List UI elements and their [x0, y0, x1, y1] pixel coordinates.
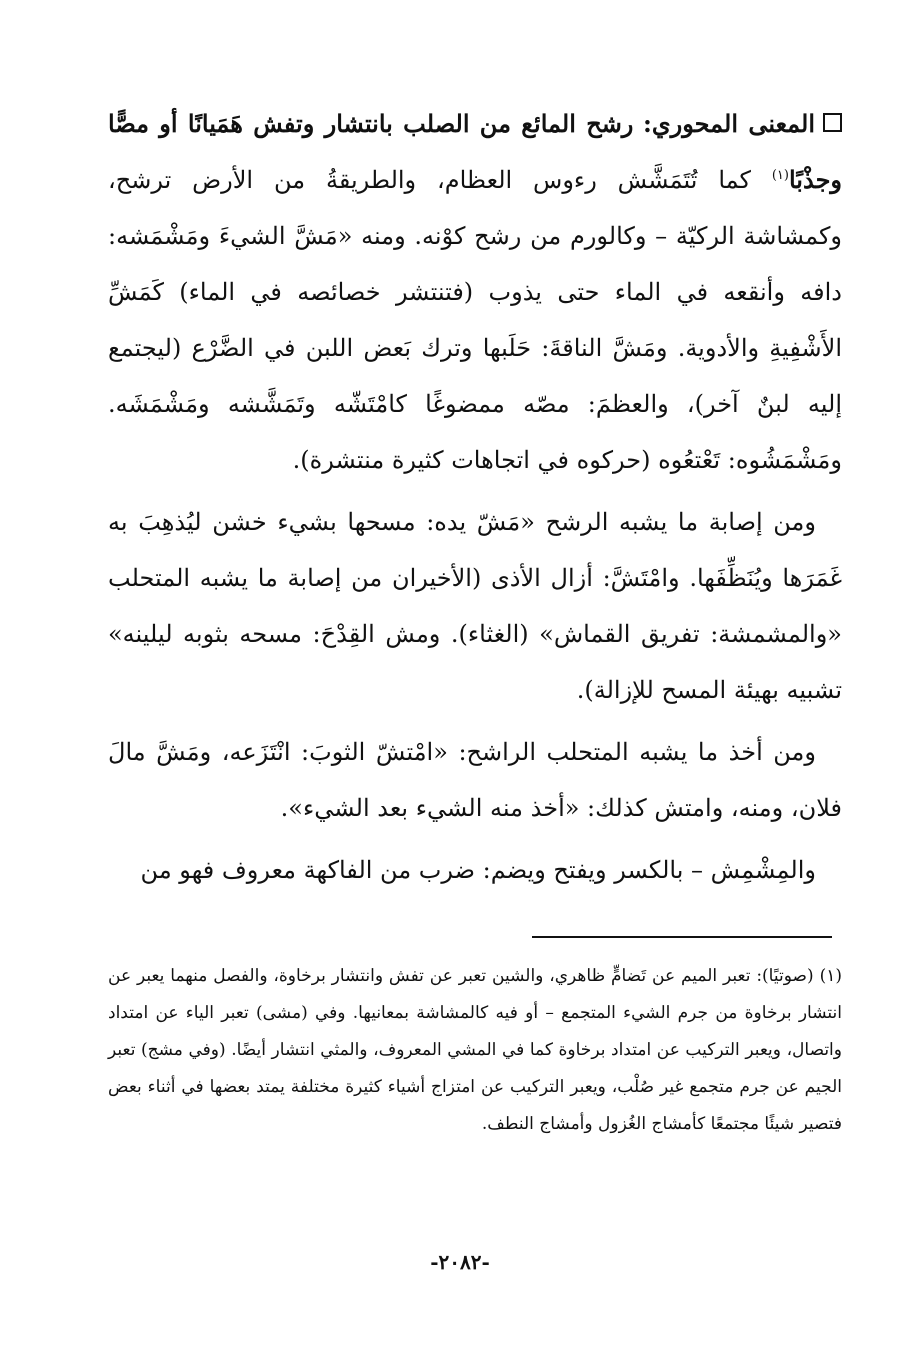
page-number: -٢٠٨٢-: [430, 1250, 490, 1274]
core-meaning-heading: المعنى المحوري:: [643, 109, 816, 138]
square-bullet-icon: [823, 113, 842, 132]
footnote-number: (١): [819, 966, 842, 986]
paragraph-wiping: ومن إصابة ما يشبه الرشح «مَشّ يده: مسحها بشيء خشن ليُذهِبَ به غَمَرَها ويُنَظِّفَها. وامْتَشَّ: أزال الأذى (الأخيران من إصابة ما يشبه المتحلب «والمشمشة: تفريق القماش» (الغثاء). ومش القِدْحَ: مسحه بثوبه ليلينه» تشبيه بهيئة المسح للإزالة).: [108, 508, 842, 704]
footnote-reference[interactable]: (١): [771, 168, 789, 183]
core-meaning-text: رشح المائع من الصلب بانتشار وتفش هَمَيانًا أو مصًّا وجذْبًا: [108, 109, 842, 194]
main-text: [108, 96, 842, 904]
footnotes: [108, 958, 842, 1143]
paragraph-core-meaning: [108, 96, 842, 488]
paragraph-taking: ومن أخذ ما يشبه المتحلب الراشح: «امْتشّ الثوبَ: انْتَزَعه، ومَشَّ مالَ فلان، ومنه، وامتش كذلك: «أخذ منه الشيء بعد الشيء».: [108, 738, 842, 822]
paragraph-apricot: والمِشْمِش – بالكسر ويفتح ويضم: ضرب من الفاكهة معروف فهو من: [140, 856, 816, 884]
footnote-divider: [532, 936, 832, 938]
core-meaning-continuation: كما تُتَمَشَّش رءوس العظام، والطريقةُ من الأرض ترشح، وكمشاشة الركيّة – وكالورم من رشح كوْنه. ومنه «مَشَّ الشيءَ ومَشْمَشه: دافه وأنقعه في الماء حتى يذوب (فتنتشر خصائصه في الماء) كَمَشِّ الأَشْفِيةِ والأدوية. ومَشَّ الناقةَ: حَلَبها وترك بَعض اللبن في الضَّرْع (ليجتمع إليه لبنٌ آخر)، والعظمَ: مصّه ممضوغًا كامْتَشّه وتَمَشَّشه ومَشْمَشَه. ومَشْمَشُوه: تَعْتعُوه (حركوه في اتجاهات كثيرة منتشرة).: [108, 166, 843, 474]
footnote-text: (صوتيًا): تعبر الميم عن تَضامٍّ ظاهري، والشين تعبر عن تفش وانتشار برخاوة، والفصل منهما يعبر عن انتشار برخاوة من جرم الشيء المتجمع – أو فيه كالمشاشة بمعانيها. وفي (مشى) تعبر الياء عن امتداد واتصال، ويعبر التركيب عن امتداد برخاوة كما في المشي المعروف، والمثي انتشار أيضًا. (وفي مشج) تعبر الجيم عن جرم متجمع غير صُلْب، ويعبر التركيب عن امتزاج أشياء كثيرة مختلفة يمتد بعضها في أثناء بعض فتصير شيئًا مجتمعًا كأمشاج الغُزول وأمشاج النطف.: [108, 966, 842, 1134]
